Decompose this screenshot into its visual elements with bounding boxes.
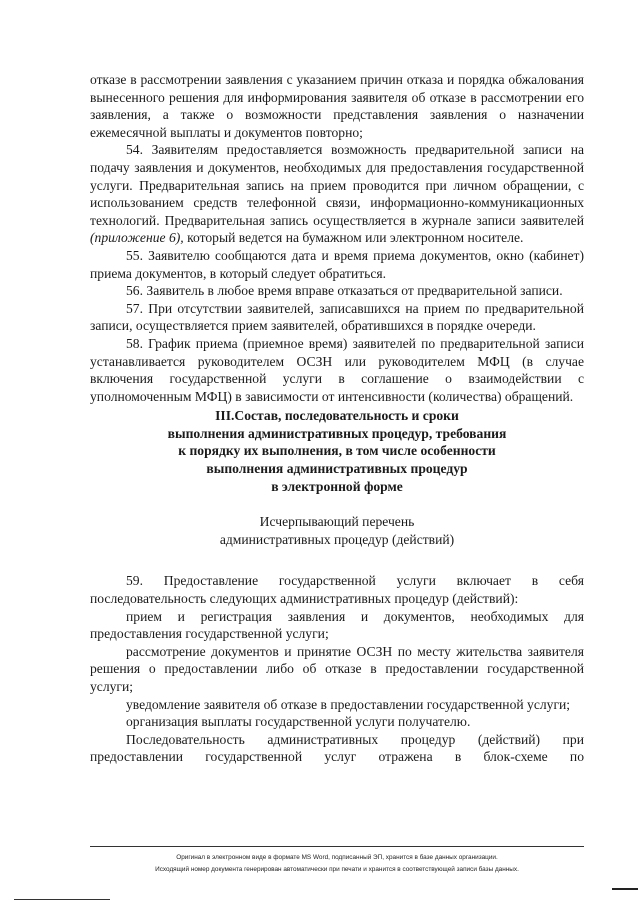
section-heading-line: выполнения административных процедур, требования xyxy=(167,425,507,441)
document-body xyxy=(90,71,584,766)
paragraph-continuation: отказе в рассмотрении заявления с указанием причин отказа и порядка обжалования вынесенного решения для информирования заявителя об отказе в рассмотрении его заявления, а также о возможности представления заявления о назначении ежемесячной выплаты и документов повторно; xyxy=(90,72,584,140)
paragraph-59: 59. Предоставление государственной услуги включает в себя последовательность следующих административных процедур (действий): xyxy=(90,573,584,607)
subsection-heading-line: Исчерпывающий перечень xyxy=(259,514,415,530)
section-heading xyxy=(90,407,584,495)
paragraph-sequence: Последовательность административных процедур (действий) при предоставлении государственной услуг отражена в блок-схеме по xyxy=(90,731,584,765)
procedure-item: организация выплаты государственной услуги получателю. xyxy=(126,714,471,730)
bottom-divider xyxy=(14,899,110,900)
procedure-item: уведомление заявителя об отказе в предоставлении государственной услуги; xyxy=(126,696,571,712)
edge-mark xyxy=(612,888,638,890)
footer-line: Оригинал в электронном виде в формате MS Word, подписанный ЭП, хранится в базе данных организации. xyxy=(176,854,498,861)
subsection-heading xyxy=(90,513,584,548)
paragraph-54 xyxy=(90,141,584,247)
footer-divider xyxy=(90,846,584,847)
footer-line: Исходящий номер документа генерирован автоматически при печати и хранится в соответствующей записи базы данных. xyxy=(155,866,519,873)
appendix-reference: (приложение 6), xyxy=(90,230,184,246)
paragraph-55: 55. Заявителю сообщаются дата и время приема документов, окно (кабинет) приема документов, в который следует обратиться. xyxy=(90,247,584,281)
paragraph-58: 58. График приема (приемное время) заявителей по предварительной записи устанавливается руководителем ОСЗН или руководителем МФЦ (в случае включения государственной услуги в соглашение о взаимодействии с уполномоченным МФЦ) в зависимости от интенсивности (количества) обращений. xyxy=(90,335,584,404)
procedure-item: прием и регистрация заявления и документов, необходимых для предоставления государственной услуги; xyxy=(90,608,584,642)
paragraph-54-text: 54. Заявителям предоставляется возможность предварительной записи на подачу заявления и документов, необходимых для предоставления государственной услуги. Предварительная запись на прием проводится при личном обращении, с использованием средств телефонной связи, информационно-коммуникационных технологий. Предварительная запись осуществляется в журнале записи заявителей xyxy=(90,142,584,228)
subsection-heading-line: административных процедур (действий) xyxy=(219,531,455,547)
footer-note xyxy=(90,852,584,876)
section-heading-line: выполнения административных процедур xyxy=(206,461,468,477)
paragraph-56: 56. Заявитель в любое время вправе отказаться от предварительной записи. xyxy=(126,283,563,299)
paragraph-57: 57. При отсутствии заявителей, записавшихся на прием по предварительной записи, осуществляется прием заявителей, обратившихся в порядке очереди. xyxy=(90,300,584,334)
section-heading-line: в электронной форме xyxy=(271,478,403,494)
paragraph-54-tail: который ведется на бумажном или электронном носителе. xyxy=(187,230,524,246)
procedure-item: рассмотрение документов и принятие ОСЗН по месту жительства заявителя решения о предоставлении либо об отказе в предоставлении государственной услуги; xyxy=(90,643,584,694)
section-heading-line: к порядку их выполнения, в том числе особенности xyxy=(178,443,496,459)
section-heading-line: III.Состав, последовательность и сроки xyxy=(215,408,459,424)
